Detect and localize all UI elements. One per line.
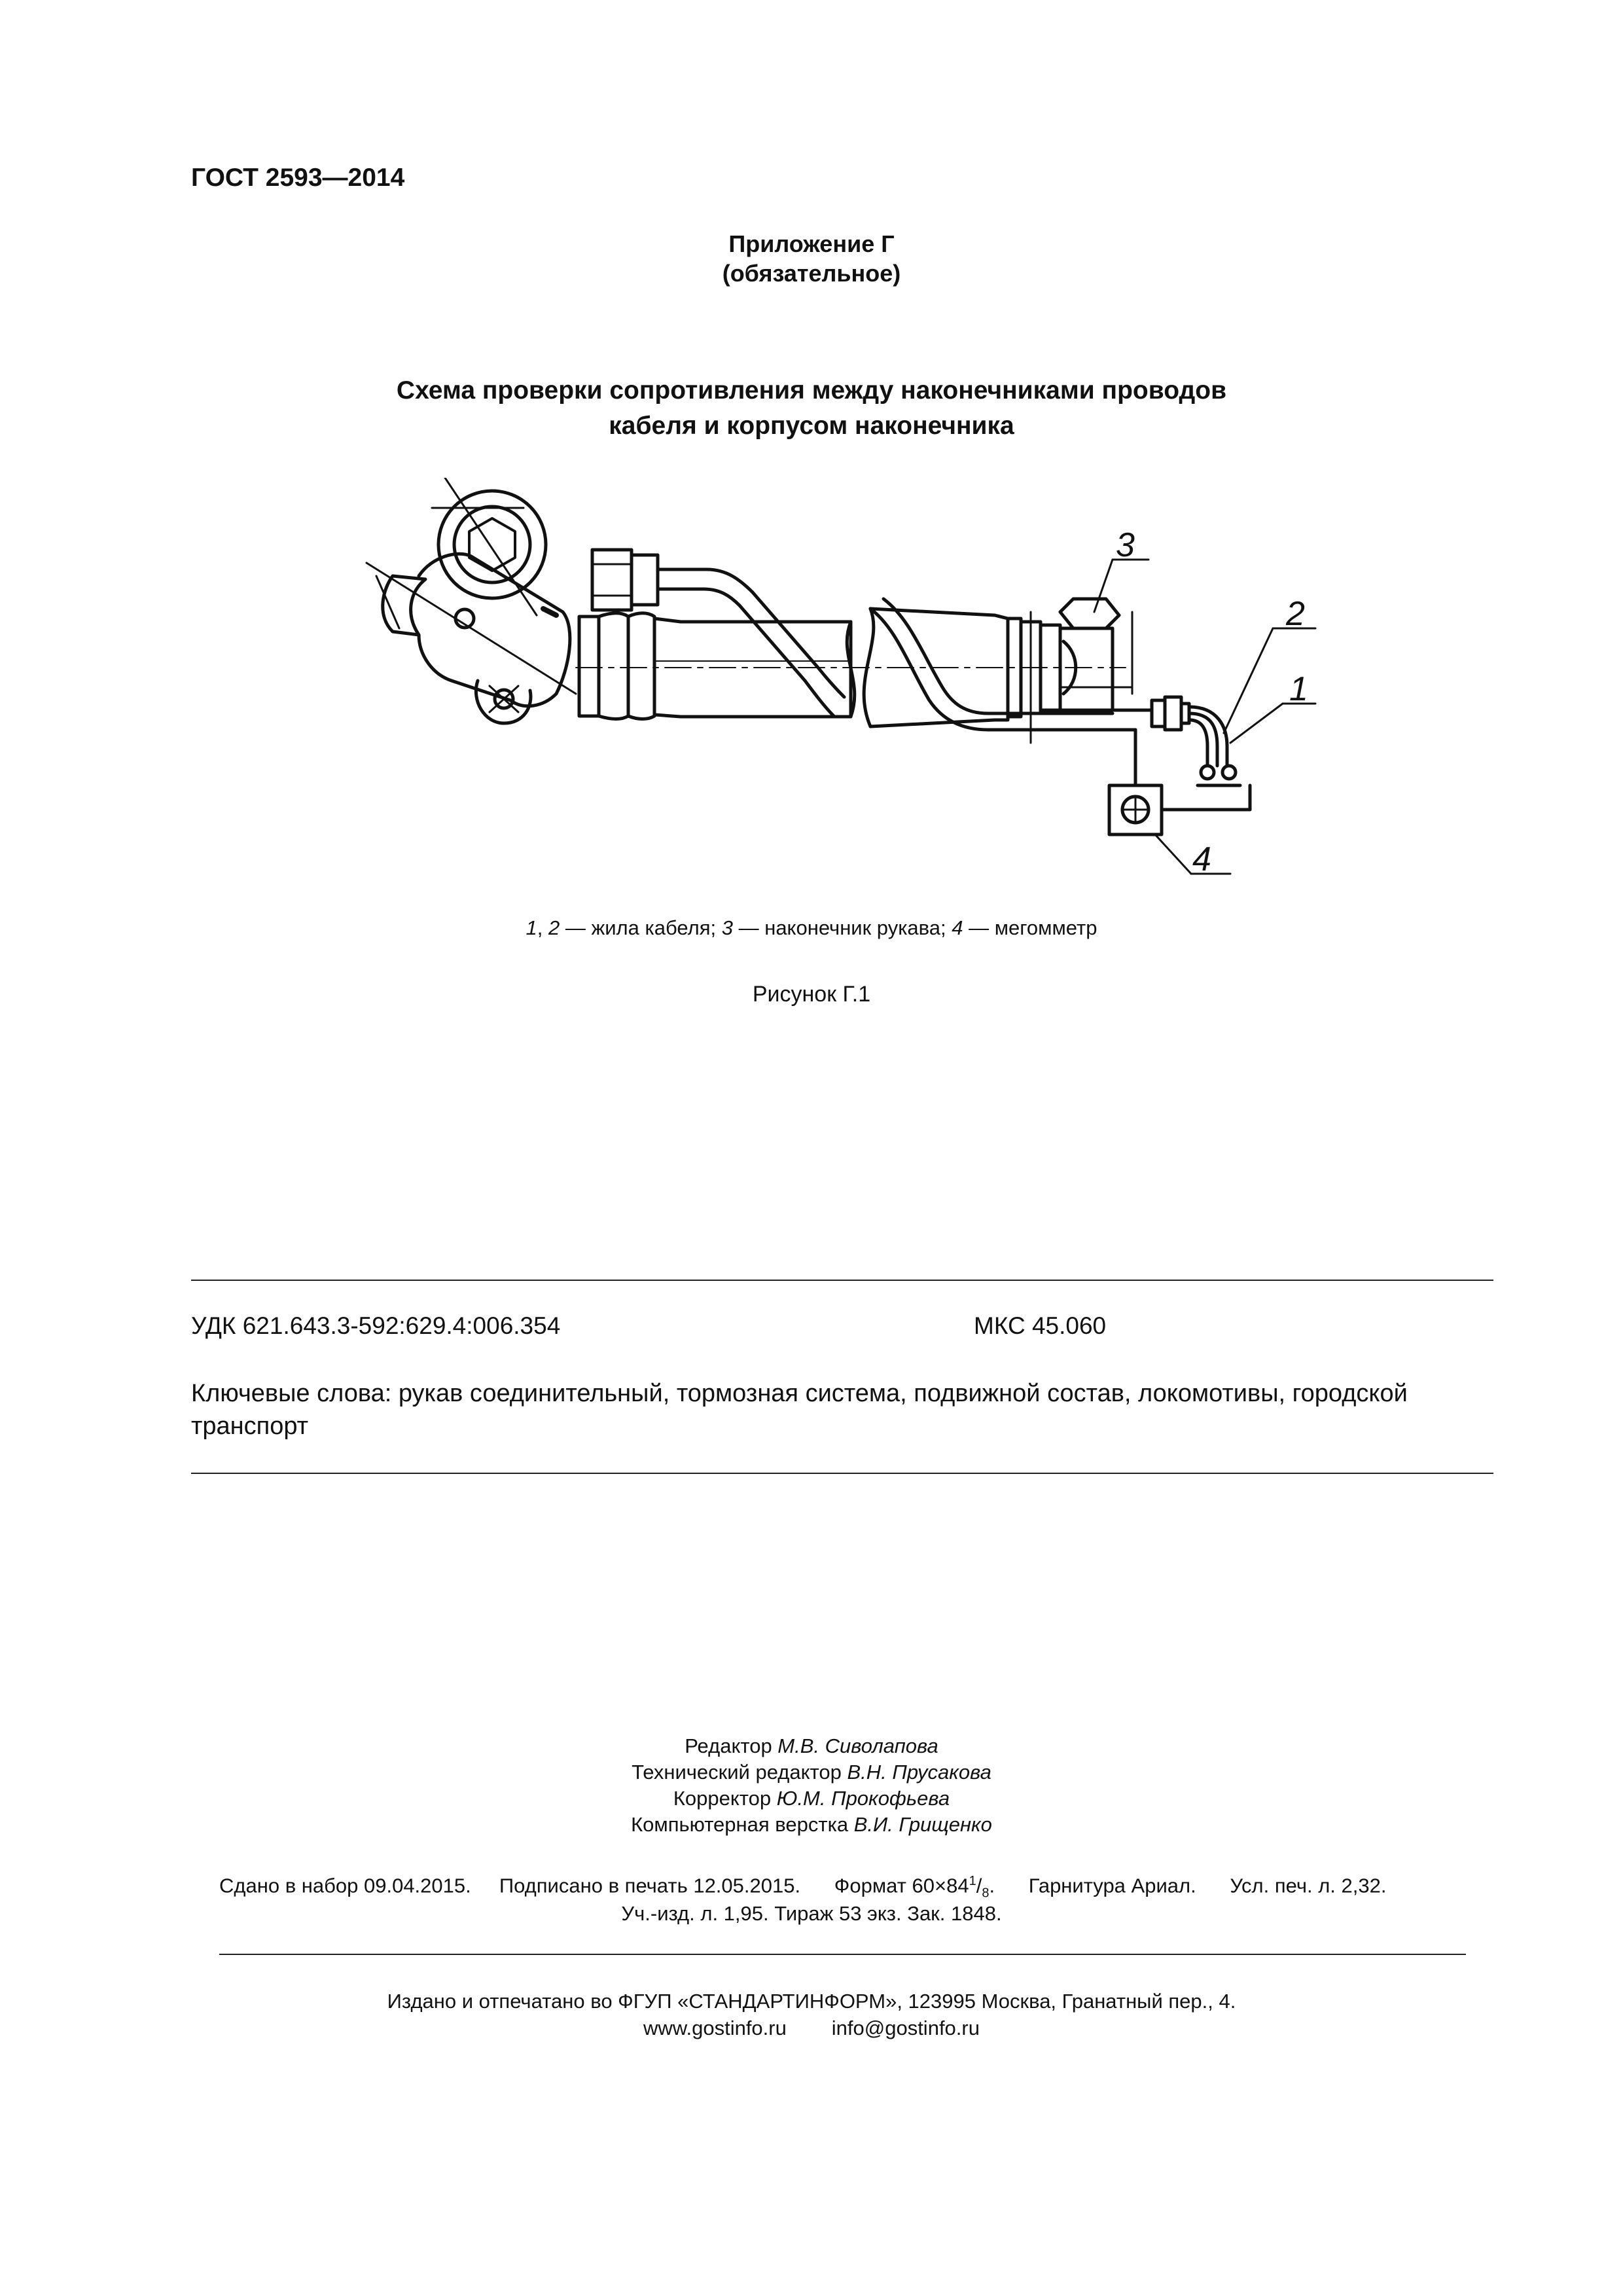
scheme-title (0, 373, 1623, 444)
imprint-line-1: Сдано в набор 09.04.2015. Подписано в печать 12.05.2015. Формат $60\times 84^1/_8$. Гарнитура Ариал. Усл. печ. л. 2,32. (219, 1874, 1387, 1901)
credit-layout: Компьютерная верстка В.И. Грищенко (631, 1813, 992, 1836)
website-link[interactable]: www.gostinfo.ru (643, 2017, 787, 2039)
document-code: ГОСТ 2593—2014 (191, 164, 405, 192)
label-2: 2 (1286, 595, 1305, 633)
label-3: 3 (1116, 526, 1135, 564)
figure-caption: Рисунок Г.1 (752, 982, 871, 1007)
udk-code: УДК 621.643.3-592:629.4:006.354 (191, 1312, 561, 1339)
cable-terminals (1113, 697, 1240, 785)
scheme-title-line-2: кабеля и корпусом наконечника (609, 412, 1014, 440)
appendix-status: (обязательное) (722, 260, 901, 287)
publisher-contacts (0, 2017, 1623, 2040)
mks-code: МКС 45.060 (974, 1312, 1107, 1339)
divider-bottom (219, 1954, 1466, 1955)
keywords: Ключевые слова: рукав соединительный, тормозная система, подвижной состав, локомотивы, городской транспорт (191, 1380, 1408, 1440)
credit-tech-editor: Технический редактор В.Н. Прусакова (632, 1761, 991, 1784)
email-link[interactable]: info@gostinfo.ru (831, 2017, 980, 2039)
union-nut (592, 550, 753, 610)
hose-right-section (995, 612, 1060, 743)
label-4: 4 (1192, 840, 1211, 878)
credits-block (0, 1733, 1623, 1838)
megohmmeter (1109, 730, 1250, 834)
scheme-title-line-1: Схема проверки сопротивления между наконечниками проводов (396, 376, 1227, 404)
divider-middle (191, 1473, 1493, 1474)
imprint-line-2: Уч.-изд. л. 1,95. Тираж 53 экз. Зак. 1848. (621, 1902, 1002, 1925)
coupling-head (366, 478, 576, 723)
hose-resistance-diagram (353, 478, 1361, 897)
divider-top (191, 1280, 1493, 1281)
credit-editor: Редактор М.В. Сиволапова (685, 1734, 938, 1757)
label-1: 1 (1289, 670, 1308, 708)
appendix-title: Приложение Г (728, 230, 895, 257)
publisher-info: Издано и отпечатано во ФГУП «СТАНДАРТИНФОРМ», 123995 Москва, Гранатный пер., 4. (387, 1990, 1236, 2013)
figure-legend: 1, 2 — жила кабеля; 3 — наконечник рукава; 4 — мегомметр (526, 916, 1097, 939)
hose-tip (1060, 599, 1132, 710)
credit-corrector: Корректор Ю.М. Прокофьева (673, 1787, 950, 1810)
